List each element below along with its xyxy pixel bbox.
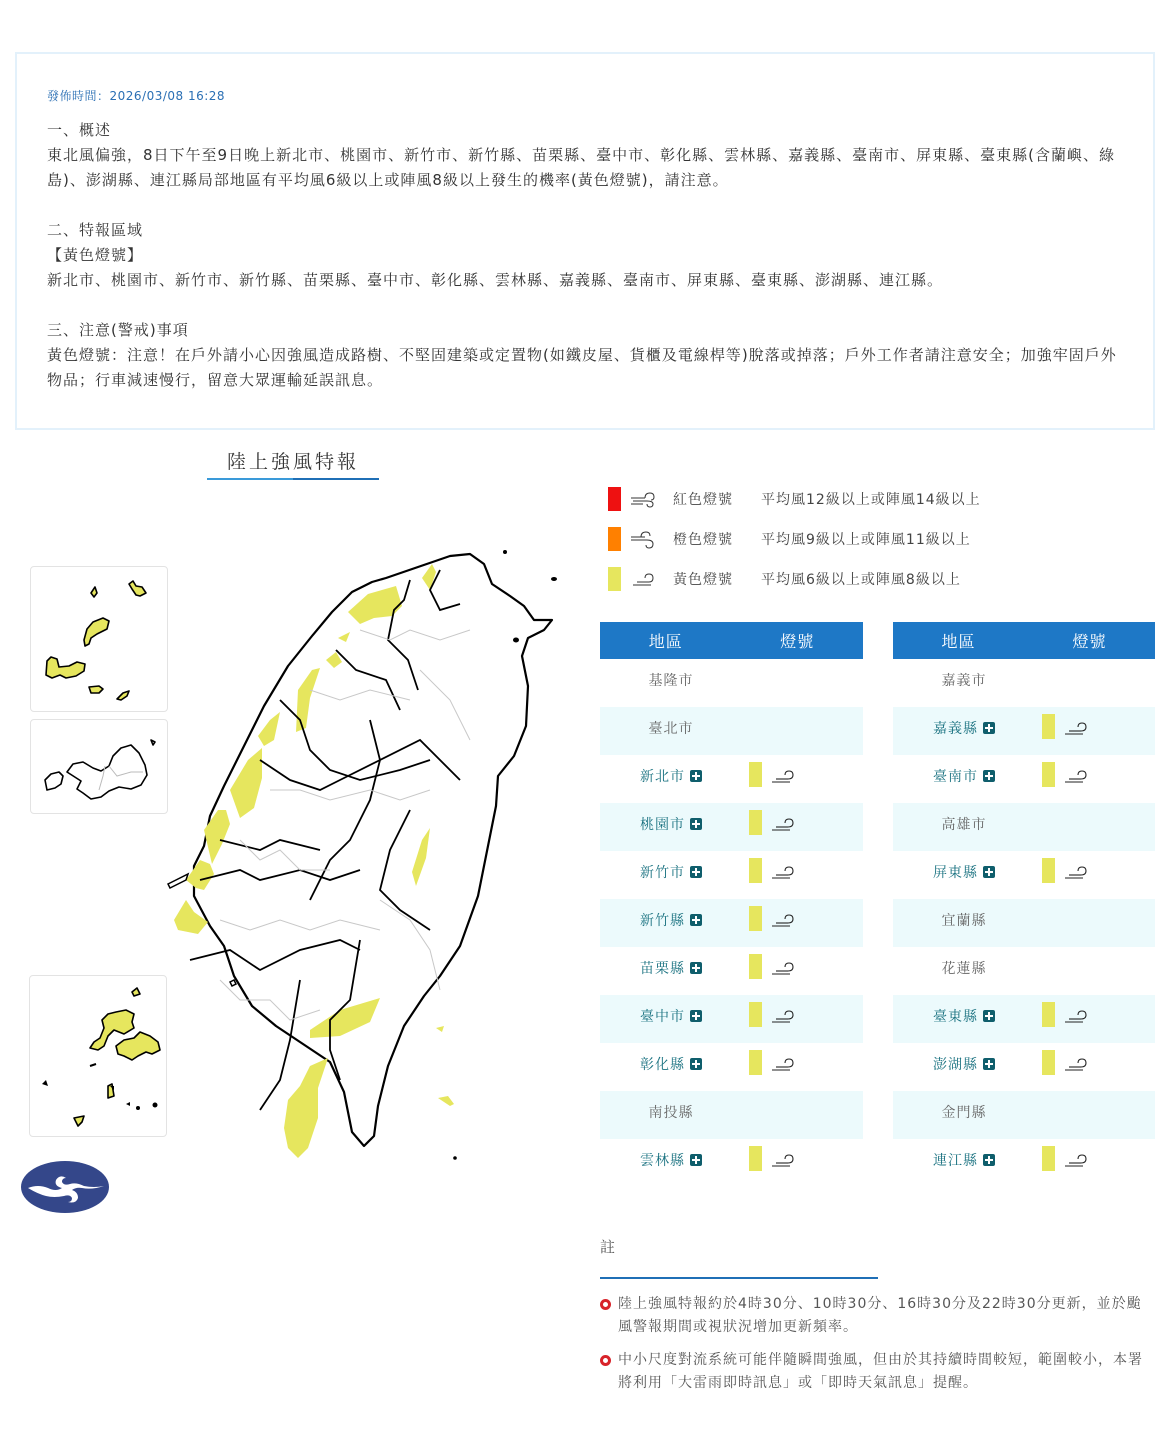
legend-orange [608,527,981,551]
area-link[interactable] [893,1043,1035,1091]
notes-section [600,1236,1155,1405]
light-wind-icon [770,766,798,786]
area-link[interactable] [600,1043,742,1091]
area-name[interactable]: 澎湖縣 [933,1057,978,1073]
area-name: 嘉義市 [941,673,987,689]
bullet-icon [600,1299,611,1310]
area-name[interactable]: 連江縣 [933,1153,978,1169]
taiwan-wind-map[interactable] [160,540,570,1180]
area-label [893,947,1035,995]
area-name: 高雄市 [941,817,987,833]
light-wind-icon [770,1150,798,1170]
legend-name: 紅色燈號 [673,492,733,508]
legend-name: 黃色燈號 [673,572,733,588]
map-title: 陸上強風特報 [226,451,359,473]
section-areas-body: 新北市、桃園市、新竹市、新竹縣、苗栗縣、臺中市、彰化縣、雲林縣、嘉義縣、臺南市、屏東縣、臺東縣、澎湖縣、連江縣。 [47,271,944,289]
yellow-signal-swatch [1042,714,1055,739]
area-link[interactable] [893,707,1035,755]
table-row [893,707,1155,755]
expand-plus-icon[interactable] [983,722,995,734]
legend-desc: 平均風9級以上或陣風11級以上 [761,532,971,548]
inset-matsu-map[interactable] [30,566,168,712]
light-wind-icon [1063,718,1091,738]
area-label [893,659,1035,707]
light-wind-icon [1063,862,1091,882]
yellow-signal-swatch [1042,762,1055,787]
expand-plus-icon[interactable] [983,770,995,782]
strong-wind-icon [629,489,659,509]
table-row [893,755,1155,803]
signal-cell [1035,755,1155,803]
legend-yellow [608,567,981,591]
legend-name: 橙色燈號 [673,532,733,548]
table-row [600,947,863,995]
area-name[interactable]: 臺中市 [640,1009,685,1025]
area-name[interactable]: 雲林縣 [640,1153,685,1169]
signal-cell [1035,707,1155,755]
table-row [893,947,1155,995]
area-name: 南投縣 [648,1105,694,1121]
area-link[interactable] [600,947,742,995]
signal-cell [1035,947,1155,995]
signal-cell [742,1139,863,1187]
table-header [893,622,1155,659]
light-wind-icon [770,910,798,930]
signal-cell [1035,899,1155,947]
section-precautions-title: 三、注意(警戒)事項 [47,321,189,339]
area-name[interactable]: 苗栗縣 [640,961,685,977]
area-name[interactable]: 屏東縣 [933,865,978,881]
area-link[interactable] [893,995,1035,1043]
area-link[interactable] [893,755,1035,803]
signal-cell [742,707,863,755]
table-row [600,851,863,899]
section-overview-title: 一、概述 [47,121,112,139]
map-title-block [207,448,379,480]
section-areas-title: 二、特報區域 [47,221,144,239]
table-row [600,1043,863,1091]
signal-cell [1035,995,1155,1043]
header-signal: 燈號 [1072,632,1107,651]
inset-penghu-map[interactable] [29,975,167,1137]
area-label [893,803,1035,851]
expand-plus-icon[interactable] [690,1058,702,1070]
area-name: 花蓮縣 [941,961,987,977]
legend-desc: 平均風6級以上或陣風8級以上 [761,572,961,588]
light-wind-icon [770,1006,798,1026]
area-name[interactable]: 臺東縣 [933,1009,978,1025]
area-name[interactable]: 新竹市 [640,865,685,881]
signal-cell [742,851,863,899]
expand-plus-icon[interactable] [983,1010,995,1022]
signal-cell [742,947,863,995]
area-label [600,707,742,755]
yellow-signal-swatch [749,762,762,787]
light-wind-icon [770,814,798,834]
map-title-underline [207,478,379,480]
yellow-signal-swatch [1042,858,1055,883]
light-wind-icon [1063,1006,1091,1026]
area-label [600,659,742,707]
notes-underline [600,1277,878,1279]
area-name[interactable]: 桃園市 [640,817,685,833]
table-row [600,659,863,707]
table-row [600,899,863,947]
signal-cell [742,1091,863,1139]
area-label [600,1091,742,1139]
light-wind-icon [770,1054,798,1074]
yellow-signal-swatch [749,1050,762,1075]
light-wind-icon [770,958,798,978]
report-box [15,52,1155,430]
area-name[interactable]: 臺南市 [933,769,978,785]
signal-legend [608,487,981,607]
area-link[interactable] [600,755,742,803]
expand-plus-icon[interactable] [983,866,995,878]
area-name[interactable]: 新北市 [640,769,685,785]
section-precautions-body: 黃色燈號：注意！在戶外請小心因強風造成路樹、不堅固建築或定置物(如鐵皮屋、貨櫃及電線桿等)脫落或掉落；戶外工作者請注意安全；加強牢固戶外物品；行車減速慢行，留意大眾運輸延誤訊息。 [47,346,1117,389]
area-name: 宜蘭縣 [941,913,987,929]
table-row [893,995,1155,1043]
header-area: 地區 [941,632,976,651]
table-row [600,803,863,851]
area-link[interactable] [600,803,742,851]
table-row [893,1091,1155,1139]
yellow-signal-swatch [1042,1146,1055,1171]
area-name[interactable]: 嘉義縣 [933,721,978,737]
area-link[interactable] [600,851,742,899]
table-row [600,755,863,803]
note-text: 中小尺度對流系統可能伴隨瞬間強風，但由於其持續時間較短，範圍較小，本署將利用「大雷雨即時訊息」或「即時天氣訊息」提醒。 [618,1352,1143,1391]
note-text: 陸上強風特報約於4時30分、10時30分、16時30分及22時30分更新，並於颱風警報期間或視狀況增加更新頻率。 [618,1296,1142,1335]
area-name[interactable]: 彰化縣 [640,1057,685,1073]
signal-cell [1035,1139,1155,1187]
area-label [893,899,1035,947]
expand-plus-icon[interactable] [690,914,702,926]
signal-cell [742,755,863,803]
light-wind-icon [1063,1150,1091,1170]
table-row [600,1139,863,1187]
note-item [600,1349,1155,1395]
region-table-left [600,622,863,1187]
yellow-signal-swatch [749,1146,762,1171]
light-wind-icon [1063,766,1091,786]
table-row [893,899,1155,947]
medium-wind-icon [629,529,659,549]
expand-plus-icon[interactable] [690,818,702,830]
light-wind-icon [770,862,798,882]
table-row [893,1139,1155,1187]
light-wind-icon [629,569,659,589]
area-name: 金門縣 [941,1105,987,1121]
signal-cell [1035,659,1155,707]
issue-time: 發佈時間：2026/03/08 16:28 [47,89,226,103]
orange-swatch [608,527,621,551]
header-area: 地區 [648,632,683,651]
table-header [600,622,863,659]
signal-cell [742,899,863,947]
expand-plus-icon[interactable] [983,1154,995,1166]
table-row [893,851,1155,899]
expand-plus-icon[interactable] [690,866,702,878]
yellow-signal-swatch [749,1002,762,1027]
signal-cell [742,1043,863,1091]
yellow-swatch [608,567,621,591]
yellow-signal-swatch [749,858,762,883]
inset-kinmen-map[interactable] [30,719,168,814]
legend-desc: 平均風12級以上或陣風14級以上 [761,492,981,508]
table-row [893,1043,1155,1091]
area-link[interactable] [600,995,742,1043]
note-item [600,1293,1155,1339]
expand-plus-icon[interactable] [690,770,702,782]
yellow-signal-swatch [1042,1002,1055,1027]
area-name: 基隆市 [648,673,694,689]
notes-title: 註 [600,1238,617,1256]
signal-cell [1035,803,1155,851]
signal-cell [742,803,863,851]
table-row [893,803,1155,851]
area-link[interactable] [893,1139,1035,1187]
expand-plus-icon[interactable] [690,1010,702,1022]
region-table-right [893,622,1155,1187]
area-name: 臺北市 [648,721,694,737]
area-link[interactable] [600,1139,742,1187]
expand-plus-icon[interactable] [690,962,702,974]
header-signal: 燈號 [780,632,815,651]
signal-cell [742,659,863,707]
signal-cell [1035,851,1155,899]
section-overview-body: 東北風偏強，8日下午至9日晚上新北市、桃園市、新竹市、新竹縣、苗栗縣、臺中市、彰化縣、雲林縣、嘉義縣、臺南市、屏東縣、臺東縣(含蘭嶼、綠島)、澎湖縣、連江縣局部地區有平均風6級以上或陣風8級以上發生的機率(黃色燈號)，請注意。 [47,146,1115,189]
table-row [600,707,863,755]
legend-red [608,487,981,511]
red-swatch [608,487,621,511]
yellow-signal-swatch [749,954,762,979]
area-label [893,1091,1035,1139]
bullet-icon [600,1355,611,1366]
yellow-signal-swatch [749,810,762,835]
yellow-signal-swatch [749,906,762,931]
expand-plus-icon[interactable] [983,1058,995,1070]
area-name[interactable]: 新竹縣 [640,913,685,929]
signal-cell [1035,1043,1155,1091]
expand-plus-icon[interactable] [690,1154,702,1166]
table-row [893,659,1155,707]
signal-cell [1035,1091,1155,1139]
area-link[interactable] [893,851,1035,899]
cwa-logo [20,1160,110,1214]
signal-cell [742,995,863,1043]
yellow-signal-swatch [1042,1050,1055,1075]
light-wind-icon [1063,1054,1091,1074]
section-areas-subtitle: 【黃色燈號】 [47,246,144,264]
area-link[interactable] [600,899,742,947]
table-row [600,995,863,1043]
table-row [600,1091,863,1139]
